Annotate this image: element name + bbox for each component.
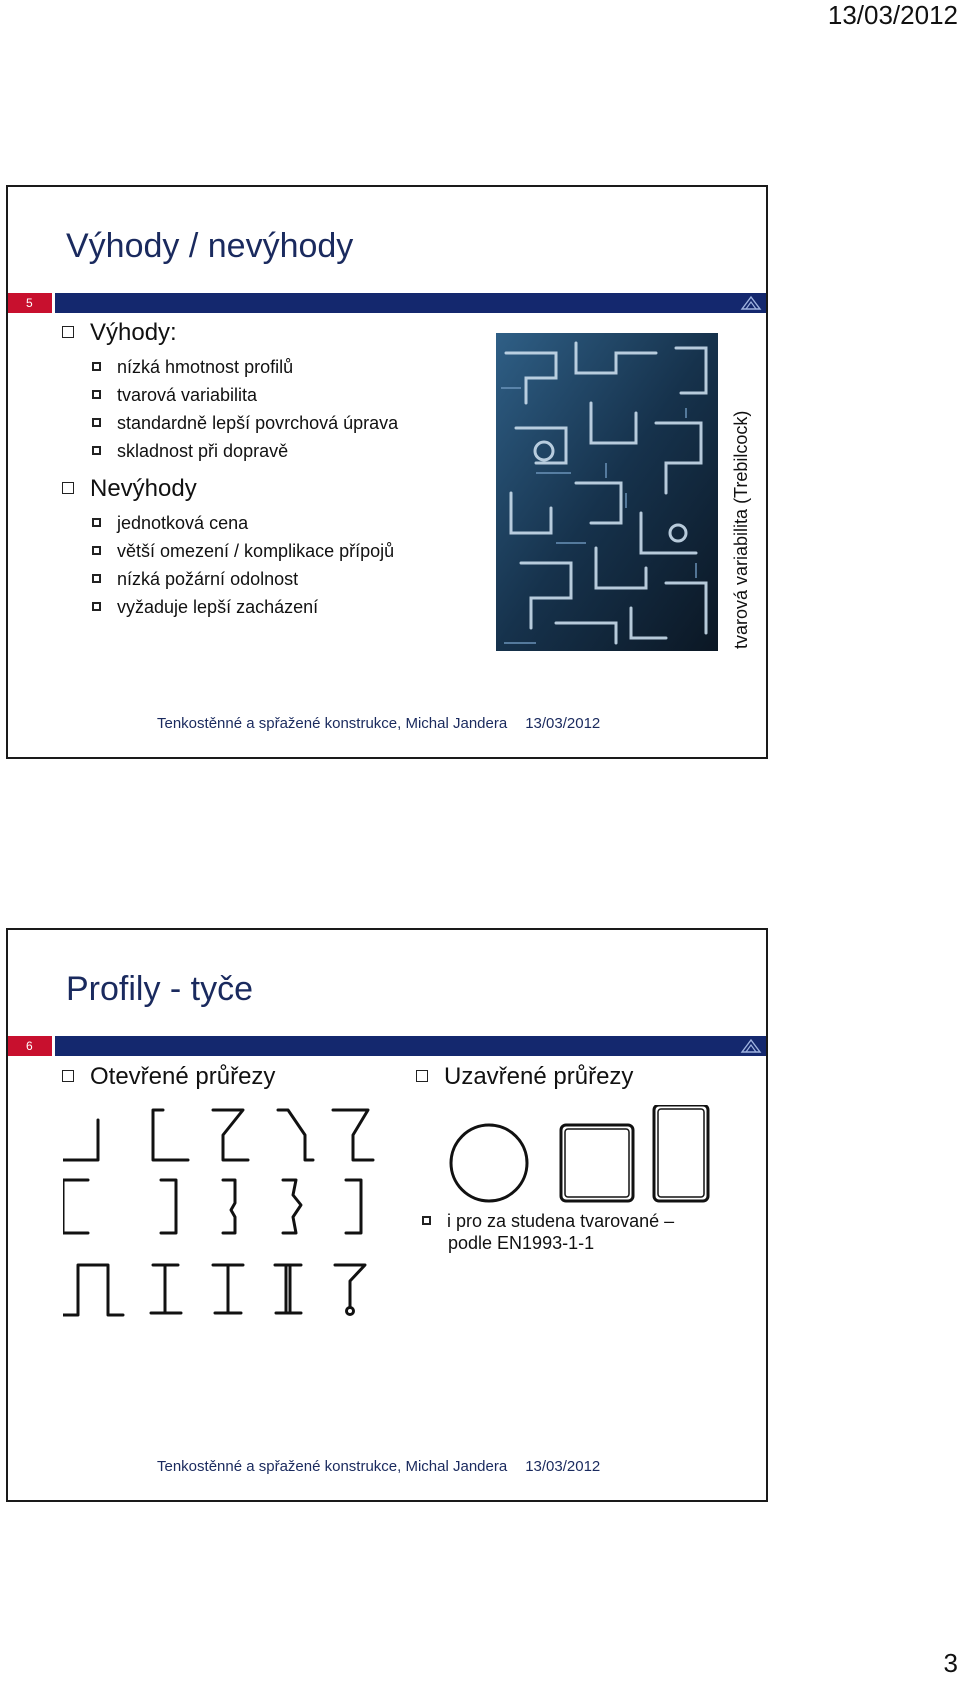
list-item: tvarová variabilita [92,385,257,406]
section-heading-disadvantages: Nevýhody [62,475,197,503]
bullet-square-icon [92,390,101,399]
slide-title: Výhody / nevýhody [66,227,354,265]
cold-formed-note: i pro za studena tvarované – podle EN1993-1-1 [422,1210,674,1254]
slide-footer: Tenkostěnné a spřažené konstrukce, Michal Jandera 13/03/2012 [157,715,601,732]
list-item: skladnost při dopravě [92,441,288,462]
title-bar [55,293,766,313]
bullet-box-icon [62,326,74,338]
tube-profile-icon [451,1125,527,1201]
open-profiles-diagram [63,1105,393,1335]
rectangular-hollow-profile-icon [654,1105,708,1201]
bullet-box-icon [416,1070,428,1082]
list-item: nízká hmotnost profilů [92,357,293,378]
bullet-square-icon [92,446,101,455]
channel-profile-icon [346,1180,361,1233]
closed-profiles-diagram [448,1105,718,1205]
list-item: nízká požární odolnost [92,569,298,590]
list-item: standardně lepší povrchová úprava [92,413,398,434]
bullet-square-icon [92,574,101,583]
bullet-box-icon [62,482,74,494]
bullet-square-icon [92,362,101,371]
page-number: 3 [943,1648,958,1678]
channel-lipped-profile-icon [153,1110,188,1160]
photo-caption: tvarová variabilita (Trebilcock) [731,410,751,649]
channel-profile-icon [63,1180,88,1233]
square-hollow-profile-icon [561,1125,633,1201]
university-logo-icon [740,1038,762,1054]
bullet-box-icon [62,1070,74,1082]
z-profile-icon [213,1110,248,1160]
bullet-square-icon [92,418,101,427]
open-sections-heading: Otevřené průřezy [62,1063,275,1091]
maze-profiles-photo [496,333,718,651]
hat-profile-icon [63,1265,123,1315]
double-i-profile-icon [275,1265,301,1313]
slide-number: 5 [8,293,52,313]
slide-title: Profily - tyče [66,970,254,1008]
slide-6 [6,928,768,1502]
title-bar [55,1036,766,1056]
bulb-icon [347,1308,354,1315]
bullet-square-icon [92,602,101,611]
list-item: jednotková cena [92,513,248,534]
sigma-channel-profile-icon [223,1180,235,1233]
slide-5 [6,185,768,759]
bullet-square-icon [92,518,101,527]
channel-profile-icon [161,1180,176,1233]
angle-profile-icon [63,1120,98,1160]
slide-number: 6 [8,1036,52,1056]
bullet-square-icon [422,1216,431,1225]
z-plain-profile-icon [333,1110,373,1160]
list-item: vyžaduje lepší zacházení [92,597,318,618]
y-profile-icon [335,1265,365,1307]
slide-footer: Tenkostěnné a spřažené konstrukce, Michal Jandera 13/03/2012 [157,1458,601,1475]
university-logo-icon [740,295,762,311]
closed-sections-heading: Uzavřené průřezy [416,1063,633,1091]
i-profile-icon [213,1265,243,1313]
i-profile-icon [151,1265,181,1313]
sigma-profile-icon [278,1110,313,1160]
page-date: 13/03/2012 [827,0,958,30]
hat-channel-profile-icon [283,1180,301,1233]
bullet-square-icon [92,546,101,555]
list-item: větší omezení / komplikace přípojů [92,541,394,562]
section-heading-advantages: Výhody: [62,319,177,347]
